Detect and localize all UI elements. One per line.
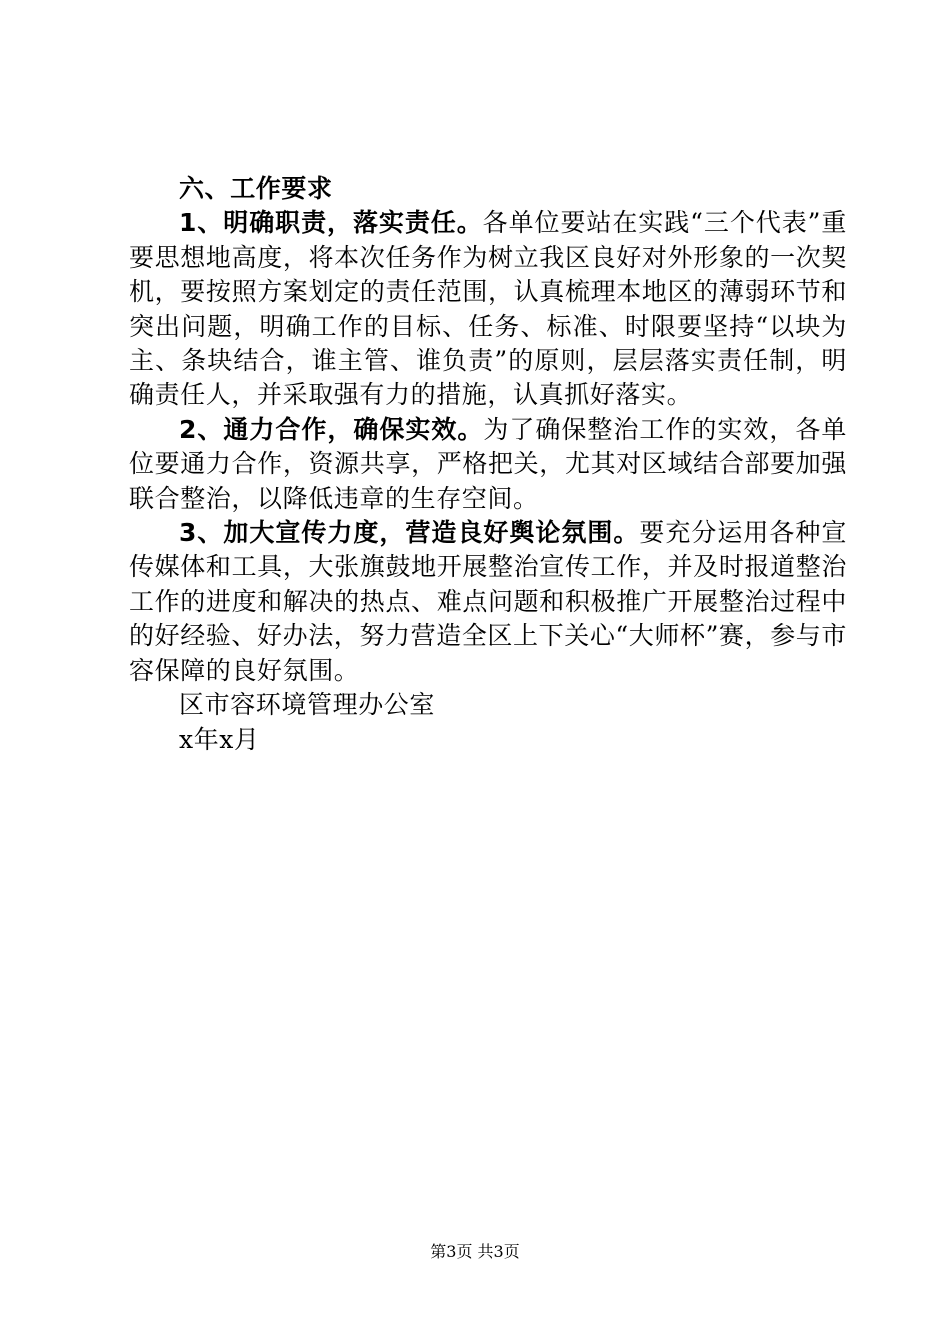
signature-org: 区市容环境管理办公室 [179, 690, 436, 720]
paragraph-2 [129, 413, 847, 516]
paragraph-3 [129, 516, 847, 688]
page-footer: 第3页 共3页 [430, 1242, 520, 1261]
paragraph-1-lead: 1、明确职责，落实责任。 [179, 208, 483, 238]
document-body [129, 172, 847, 757]
signature-date: x年x月 [179, 724, 260, 754]
paragraph-1-text: 各单位要站在实践“三个代表”重要思想地高度，将本次任务作为树立我区良好对外形象的一次契机，要按照方案划定的责任范围，认真梳理本地区的薄弱环节和突出问题，明确工作的目标、任务、标准、时限要坚持“以块为主、条块结合，谁主管、谁负责”的原则，层层落实责任制，明确责任人，并采取强有力的措施，认真抓好落实。 [129, 208, 847, 410]
paragraph-3-lead: 3、加大宣传力度，营造良好舆论氛围。 [179, 518, 640, 548]
section-heading: 六、工作要求 [179, 174, 333, 203]
paragraph-1 [129, 206, 847, 412]
paragraph-3-text: 要充分运用各种宣传媒体和工具，大张旗鼓地开展整治宣传工作，并及时报道整治工作的进度和解决的热点、难点问题和积极推广开展整治过程中的好经验、好办法，努力营造全区上下关心“大师杯”赛，参与市容保障的良好氛围。 [129, 518, 847, 685]
paragraph-2-lead: 2、通力合作，确保实效。 [179, 414, 484, 444]
paragraph-2-text: 为了确保整治工作的实效，各单位要通力合作，资源共享，严格把关，尤其对区域结合部要加强联合整治，以降低违章的生存空间。 [129, 414, 847, 513]
